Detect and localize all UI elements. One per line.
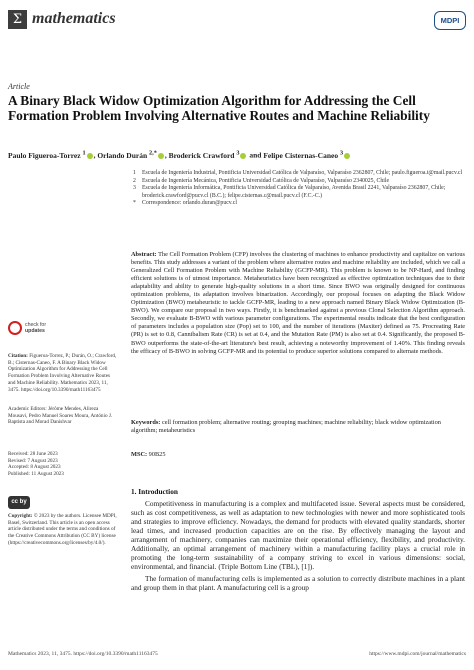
- check-updates-label[interactable]: check for updates: [25, 322, 47, 334]
- affiliation-2: 2 Escuela de Ingeniería Mecánica, Pontificia Universidad Católica de Valparaíso, Valparaíso 2340025, Chile: [133, 177, 390, 184]
- date-accepted: Accepted: 8 August 2023: [8, 464, 61, 471]
- affiliation-1: 1 Escuela de Ingeniería Industrial, Pontificia Universidad Católica de Valparaíso, Valparaíso 2362807, Chile; paulo.figueroa.t@mail.pucv.cl: [133, 170, 463, 176]
- article-title: A Binary Black Widow Optimization Algorithm for Addressing the Cell Formation Problem Involving Alternative Routes and Machine Reliability: [8, 93, 430, 123]
- article-type: Article: [8, 82, 30, 91]
- section-heading: 1. Introduction: [131, 487, 178, 496]
- journal-name[interactable]: mathematics: [32, 10, 116, 27]
- author-3: Broderick Crawford $^3$: [168, 149, 240, 160]
- author-1: Paulo Figueroa-Torrez $^1$: [8, 149, 86, 160]
- intro-paragraph-1: Competitiveness in manufacturing is a complex and multifaceted issue. Several aspects must be considered, such as cost competitiveness, as well as adaptation to new technologies with newer and more sophisticated tools and strategies to improve efficiency. Nowadays, the demand for products with elevated quality standards, shorter lead times, and increased production capacities are on the rise. By effectively managing the layout and arrangement of machinery, companies can maximize their operational efficiency, flexibility, and productivity. Additionally, an optimal arrangement of machinery within a manufacturing facility plays a crucial role in promoting the long-term sustainability of a company striving to excel in various dimensions: social, environmental, and financial. (Triple Bottom Line (TBL), [1]).: [131, 499, 465, 571]
- orcid-icon[interactable]: [240, 153, 246, 159]
- date-received: Received: 28 June 2023: [8, 451, 58, 457]
- orcid-icon[interactable]: [158, 153, 164, 159]
- cc-by-license-icon[interactable]: cc by: [8, 496, 30, 509]
- keywords: Keywords: cell formation problem; alternative routing; grouping machines; machine reliability; black widow optimization algorithm; metaheuristics: [131, 419, 441, 435]
- academic-editors: Academic Editors: Jérôme Mendes, Alireza Mousavi, Pedro Manuel Soares Moura, António J. Baptista and Morad Danishvar: [8, 406, 113, 426]
- abstract: Abstract: The Cell Formation Problem (CFP) involves the clustering of machines to enhance productivity and capitalize on various benefits. This study addresses a variant of the problem where alternative routes and machine reliability are included, which we call a Generalized Cell Formation Problem with Machine Reliability (GCFP-MR). This problem is known to be NP-Hard, and finding efficient solutions is of utmost importance. Metaheuristics have been recognized as effective optimization techniques due to their adaptability and ability to generate high-quality solutions in a short time. Since BWO was originally designed for continuous optimization problems, its adaptation involves binarization. Accordingly, our proposal focuses on adapting the Black Widow Optimization (BWO) metaheuristic to tackle GCFP-MR, leading to a new approach named Binary Black Widow Optimization (B-BWO). We compare our proposal in two ways. Firstly, it is benchmarked against a previous Clonal Selection Algorithm approach. Secondly, we evaluate B-BWO with various parameter configurations. The experimental results indicate that the best configuration of parameters includes a population size (Pop) set to 100, and the number of iterations (Maxiter) defined as 75. Procreating Rate (PR) is set to 0.8, Cannibalism Rate (CR) is set at 0.4, and the Mutation Rate (PM) is also set at 0.4. Significantly, the proposed B-BWO outperforms the state-of-the-art literature's best result, achieving a noteworthy improvement of 1.40%. This finding reveals the efficacy of B-BWO in solving GCFP-MR and its potential to produce superior solutions compared to alternate methods.: [131, 251, 465, 355]
- author-4: Felipe Cisternas-Caneo $^3$: [263, 149, 344, 160]
- msc: MSC: 90B25: [131, 451, 166, 458]
- footer-journal-link[interactable]: https://www.mdpi.com/journal/mathematics: [369, 651, 466, 657]
- publisher-logo[interactable]: MDPI: [434, 11, 466, 30]
- copyright-notice: Copyright: © 2023 by the authors. Licensee MDPI, Basel, Switzerland. This article is an open access article distributed under the terms and conditions of the Creative Commons Attribution (CC BY) license (https://creativecommons.org/licenses/by/4.0/).: [8, 513, 117, 546]
- journal-logo-icon: Σ: [8, 10, 27, 29]
- orcid-icon[interactable]: [344, 153, 350, 159]
- intro-paragraph-2: The formation of manufacturing cells is implemented as a solution to correctly distribute machines in a plant and group them in that plant. A manufacturing cell is a group: [131, 574, 465, 592]
- introduction-body: [131, 499, 465, 592]
- date-revised: Revised: 7 August 2023: [8, 457, 58, 464]
- orcid-icon[interactable]: [87, 153, 93, 159]
- author-2: Orlando Durán $^{2,*}$: [97, 149, 157, 160]
- author-list: Paulo Figueroa-Torrez $^1$ , Orlando Durán $^{2,*}$ , Broderick Crawford $^3$ and Felipe Cisternas-Caneo $^3$: [8, 149, 468, 160]
- correspondence: * Correspondence: orlando.duran@pucv.cl: [133, 200, 237, 206]
- publication-dates: [8, 451, 118, 478]
- check-updates-icon[interactable]: [8, 321, 22, 335]
- date-published: Published: 11 August 2023: [8, 471, 64, 478]
- footer-citation[interactable]: Mathematics 2023, 11, 3475. https://doi.org/10.3390/math11163475: [8, 651, 158, 657]
- affiliation-3: 3 Escuela de Ingeniería Informática, Pontificia Universidad Católica de Valparaíso, Avenida Brasil 2241, Valparaíso 2362807, Chile; broderick.crawford@pucv.cl (B.C.); felipe.cisternas.c@mail.pucv.cl (F.C.-C.): [133, 185, 446, 199]
- affiliations: [133, 170, 463, 208]
- citation: Citation: Figueroa-Torrez, P.; Durán, O.; Crawford, B.; Cisternas-Caneo, F. A Binary Black Widow Optimization Algorithm for Addressing the Cell Formation Problem Involving Alternative Routes and Machine Reliability. Mathematics 2023, 11, 3475. https://doi.org/10.3390/math11163475: [8, 353, 117, 393]
